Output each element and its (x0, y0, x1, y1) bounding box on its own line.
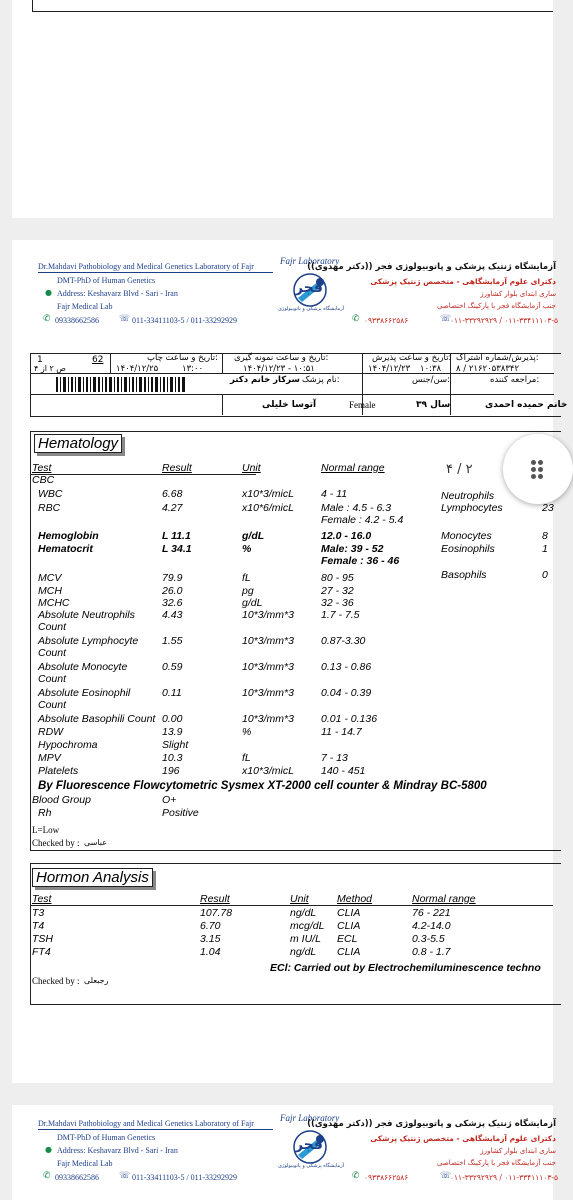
lab-mobile-fa: ۰۹۳۳۸۶۶۲۵۸۶ (364, 1173, 409, 1182)
rh-label: Rh (38, 807, 52, 819)
test-range: 12.0 - 16.0 (321, 530, 372, 542)
diff-value: 8 (542, 530, 548, 542)
menu-dot-icon (531, 474, 536, 479)
test-name: MCH (38, 585, 62, 597)
blood-group-label: Blood Group (32, 794, 91, 806)
lab-brand-en: Fajr Medical Lab (57, 302, 113, 311)
test-unit: x10*3/micL (242, 765, 294, 777)
lab-building-fa: جنب آزمایشگاه فجر با پارکینگ اختصاصی (437, 1159, 556, 1167)
patient-label: مراجعه کننده: (490, 375, 540, 385)
blood-group-value: O+ (162, 794, 177, 806)
lab-degree-fa: دکترای علوم آزمایشگاهی - متخصص ژنتیک پزشکی (370, 1134, 556, 1143)
checked-label: Checked by : (32, 976, 80, 986)
test-result: 32.6 (162, 597, 183, 609)
col-header-range: Normal range (321, 462, 385, 474)
test-range: 11 - 14.7 (321, 726, 362, 738)
doctor-label: نام پزشک: (302, 375, 340, 385)
checked-name: عباسی (84, 838, 107, 847)
low-note: L=Low (32, 825, 60, 835)
location-pin-icon: ● (45, 288, 52, 297)
whatsapp-icon: ✆ (43, 1171, 51, 1181)
test-range-cont: Female : 4.2 - 5.4 (321, 514, 404, 526)
test-result: 6.68 (162, 488, 183, 500)
test-unit: g/dL (242, 530, 265, 542)
hormone-header-test: Test (32, 893, 52, 905)
whatsapp-icon: ✆ (43, 314, 51, 324)
lab-address-en: Address: Keshavarz Blvd - Sari - Iran (57, 289, 178, 298)
test-result: 26.0 (162, 585, 183, 597)
test-range: Male: 39 - 52 (321, 543, 384, 555)
lab-phones-en: 011-33411103-5 / 011-33292929 (132, 1173, 238, 1182)
test-unit: 10*3/mm*3 (242, 687, 294, 699)
lab-degree-en: DMT-PhD of Human Genetics (57, 276, 156, 285)
test-result: 0.59 (162, 661, 183, 673)
diff-label: Eosinophils (441, 543, 495, 555)
col-header-result: Result (162, 462, 192, 474)
header-underline (38, 1129, 273, 1130)
group-cbc: CBC (32, 474, 55, 486)
hormone-header-method: Method (337, 893, 373, 905)
lab-address-en: Address: Keshavarz Blvd - Sari - Iran (57, 1146, 178, 1155)
hormone-range: 4.2-14.0 (412, 920, 451, 932)
test-result: 0.11 (162, 687, 182, 699)
logo-sub-fa: آزمایشگاه پزشکی و پاتوبیولوژی (278, 1163, 345, 1169)
lab-degree-fa: دکترای علوم آزمایشگاهی - متخصص ژنتیک پزشکی (370, 277, 556, 286)
test-result: 79.9 (162, 572, 183, 584)
lab-degree-en: DMT-PhD of Human Genetics (57, 1133, 156, 1142)
patient-gender: Female (349, 400, 376, 410)
admit-date: ۱۴۰۴/۱۲/۲۳ (368, 364, 411, 374)
row-divider (31, 394, 554, 395)
test-range: 27 - 32 (321, 585, 354, 597)
age-label: سن/جنس: (412, 375, 450, 385)
lab-address-fa: ساری ابتدای بلوار کشاورز (480, 1147, 556, 1155)
test-name: MCV (38, 572, 62, 584)
phone-icon: ☏ (119, 1171, 131, 1181)
patient-code: 62 (92, 355, 104, 365)
col-header-test: Test (32, 462, 52, 474)
test-name: RBC (38, 502, 61, 514)
admit-time: ۱۰:۳۸ (420, 364, 442, 374)
patient-name: خانم حمیده احمدی (485, 400, 568, 410)
diff-label: Basophils (441, 569, 487, 581)
doctor-name: آتوسا خلیلی (262, 400, 317, 410)
hormone-test: TSH (32, 933, 53, 945)
test-unit: 10*3/mm*3 (242, 713, 294, 725)
test-name: Hemoglobin (38, 530, 99, 542)
test-unit: pg (242, 585, 254, 597)
lab-phones-fa: ۰۱۱-۳۳۴۱۱۱۰۳-۵ / ۰۱۱-۳۳۲۹۲۹۲۹ (450, 1173, 559, 1182)
border-line (32, 11, 553, 12)
col-header-unit: Unit (242, 462, 261, 474)
hormone-range: 76 - 221 (412, 907, 451, 919)
hormone-header-result: Result (200, 893, 230, 905)
hormone-method: CLIA (337, 907, 361, 919)
lab-brand-en: Fajr Medical Lab (57, 1159, 113, 1168)
page-of: ص ۲ از ۴ (34, 364, 66, 373)
hormone-result: 107.78 (200, 907, 233, 919)
ecl-note: ECl: Carried out by Electrochemiluminescence techno (270, 962, 541, 974)
diff-value: 0 (542, 569, 548, 581)
test-result: L 11.1 (162, 530, 191, 542)
hematology-title: Hematology (34, 434, 122, 453)
test-name: Absolute Eosinophil (38, 687, 131, 699)
test-range-cont: Female : 36 - 46 (321, 555, 400, 567)
id-value: ۸ / ۲۱۶۲۰۵۳۸۳۴۲ (456, 364, 520, 374)
test-range: 0.01 - 0.136 (321, 713, 378, 725)
menu-dot-icon (538, 467, 543, 472)
print-label: تاریخ و ساعت چاپ: (147, 353, 218, 363)
next-page-sheet (12, 1105, 559, 1200)
test-name-cont: Count (38, 699, 67, 711)
menu-dot-icon (531, 460, 536, 465)
header-divider (31, 905, 553, 906)
menu-dot-icon (531, 467, 536, 472)
hormone-unit: mcg/dL (290, 920, 325, 932)
test-unit: fL (242, 752, 251, 764)
whatsapp-icon: ✆ (352, 1171, 360, 1181)
phone-icon: ☏ (440, 1171, 452, 1181)
test-range: 1.7 - 7.5 (321, 609, 360, 621)
test-result: Slight (162, 739, 189, 751)
hormone-test: T4 (32, 920, 45, 932)
diff-label: Monocytes (441, 530, 492, 542)
test-result: 196 (162, 765, 180, 777)
whatsapp-number: 09338662586 (55, 1173, 99, 1182)
diff-label: Lymphocytes (441, 502, 503, 514)
hormone-title: Hormon Analysis (32, 868, 153, 887)
hormone-method: ECL (337, 933, 358, 945)
test-name: Absolute Monocyte (38, 661, 128, 673)
test-name: WBC (38, 488, 63, 500)
hormone-result: 6.70 (200, 920, 221, 932)
test-name: MPV (38, 752, 61, 764)
test-result: 10.3 (162, 752, 183, 764)
test-range: 4 - 11 (321, 488, 348, 500)
id-label: پذیرش/شماره اشتراک: (456, 353, 539, 363)
hormone-unit: m IU/L (290, 933, 321, 945)
test-range: 0.87-3.30 (321, 635, 366, 647)
menu-dot-icon (538, 460, 543, 465)
hormone-test: FT4 (32, 946, 51, 958)
logo-fa: فجر (295, 280, 323, 296)
test-result: 4.43 (162, 609, 183, 621)
logo-fa: فجر (295, 1137, 323, 1153)
test-range: 0.04 - 0.39 (321, 687, 372, 699)
test-range: 7 - 13 (321, 752, 348, 764)
hormone-range: 0.3-5.5 (412, 933, 445, 945)
hormone-method: CLIA (337, 920, 361, 932)
test-name: RDW (38, 726, 64, 738)
test-name: MCHC (38, 597, 70, 609)
test-name-cont: Count (38, 647, 67, 659)
location-pin-icon: ● (45, 1145, 52, 1154)
test-unit: fL (242, 572, 251, 584)
phone-icon: ☏ (440, 314, 452, 324)
phone-icon: ☏ (119, 314, 131, 324)
test-unit: % (242, 726, 252, 738)
logo-script: Fajr Laboratory (280, 1113, 340, 1123)
diff-value: 1 (542, 543, 548, 555)
page-number: 1 (37, 355, 43, 365)
header-underline (38, 272, 273, 273)
hormone-result: 1.04 (200, 946, 221, 958)
test-name: Hypochroma (38, 739, 98, 751)
col-divider (222, 394, 223, 415)
test-unit: 10*3/mm*3 (242, 635, 294, 647)
test-name: Absolute Lymphocyte (38, 635, 139, 647)
lab-name-en: Dr.Mahdavi Pathobiology and Medical Genetics Laboratory of Fajr (38, 1119, 254, 1128)
hormone-test: T3 (32, 907, 45, 919)
menu-button[interactable] (503, 434, 573, 504)
lab-building-fa: جنب آزمایشگاه فجر با پارکینگ اختصاصی (437, 302, 556, 310)
diff-value: 23 (542, 502, 554, 514)
test-name: Absolute Neutrophils (38, 609, 135, 621)
hormone-method: CLIA (337, 946, 361, 958)
test-unit: x10*3/micL (242, 488, 294, 500)
hormone-result: 3.15 (200, 933, 221, 945)
lab-address-fa: ساری ابتدای بلوار کشاورز (480, 290, 556, 298)
print-date: ۱۴۰۴/۱۲/۲۵ (116, 364, 159, 374)
lab-name-fa: آزمایشگاه ژنتیک پزشکی و پاتوبیولوژی فجر ((دکتر مهدوی)) (307, 1119, 556, 1129)
hormone-header-unit: Unit (290, 893, 309, 905)
col-divider (222, 353, 223, 374)
admit-label: تاریخ و ساعت پذیرش: (372, 353, 452, 363)
whatsapp-icon: ✆ (352, 314, 360, 324)
test-result: 13.9 (162, 726, 183, 738)
test-name: Hematocrit (38, 543, 93, 555)
lab-mobile-fa: ۰۹۳۳۸۶۶۲۵۸۶ (364, 316, 409, 325)
hormone-header-range: Normal range (412, 893, 476, 905)
test-unit: % (242, 543, 252, 555)
sample-label: تاریخ و ساعت نمونه گیری: (234, 353, 329, 363)
report-page (12, 240, 568, 1083)
method-note: By Fluorescence Flowcytometric Sysmex XT-2000 cell counter & Mindray BC-5800 (38, 780, 487, 792)
test-result: 1.55 (162, 635, 183, 647)
test-unit: x10*6/micL (242, 502, 294, 514)
test-range: 140 - 451 (321, 765, 366, 777)
test-unit: 10*3/mm*3 (242, 609, 294, 621)
lab-phones-en: 011-33411103-5 / 011-33292929 (132, 316, 238, 325)
test-name: Platelets (38, 765, 79, 777)
hormone-unit: ng/dL (290, 907, 317, 919)
previous-page-sheet (12, 0, 553, 218)
col-divider (110, 353, 111, 374)
page-counter: ۴ / ۲ (446, 462, 473, 477)
test-name-cont: Count (38, 673, 67, 685)
test-range: 32 - 36 (321, 597, 354, 609)
lab-phones-fa: ۰۱۱-۳۳۴۱۱۱۰۳-۵ / ۰۱۱-۳۳۲۹۲۹۲۹ (450, 316, 559, 325)
hormone-unit: ng/dL (290, 946, 317, 958)
test-unit: g/dL (242, 597, 263, 609)
test-name: Absolute Basophili Count (38, 713, 156, 725)
logo-sub-fa: آزمایشگاه پزشکی و پاتوبیولوژی (278, 306, 345, 312)
print-time: ۱۳:۰۰ (182, 364, 204, 374)
checked-label: Checked by : (32, 838, 80, 848)
test-range: 0.13 - 0.86 (321, 661, 372, 673)
header-divider (31, 474, 256, 475)
doctor-value: سرکار خانم دکتر (230, 375, 300, 385)
diff-label: Neutrophils (441, 490, 495, 502)
test-name-cont: Count (38, 621, 67, 633)
hormone-range: 0.8 - 1.7 (412, 946, 451, 958)
barcode-icon (56, 377, 186, 392)
logo-script: Fajr Laboratory (280, 256, 340, 266)
sample-value: ۱۴۰۴/۱۲/۲۳ - ۱۰:۵۱ (243, 364, 315, 374)
test-result: 4.27 (162, 502, 183, 514)
lab-name-fa: آزمایشگاه ژنتیک پزشکی و پاتوبیولوژی فجر ((دکتر مهدوی)) (307, 262, 556, 272)
test-result: L 34.1 (162, 543, 192, 555)
test-unit: 10*3/mm*3 (242, 661, 294, 673)
rh-value: Positive (162, 807, 199, 819)
checked-name: رجبعلی (84, 976, 109, 985)
age-value: ۳۹ سال (416, 400, 451, 410)
test-range: 80 - 95 (321, 572, 354, 584)
menu-dot-icon (538, 474, 543, 479)
whatsapp-number: 09338662586 (55, 316, 99, 325)
test-result: 0.00 (162, 713, 183, 725)
lab-name-en: Dr.Mahdavi Pathobiology and Medical Genetics Laboratory of Fajr (38, 262, 254, 271)
test-range: Male : 4.5 - 6.3 (321, 502, 392, 514)
